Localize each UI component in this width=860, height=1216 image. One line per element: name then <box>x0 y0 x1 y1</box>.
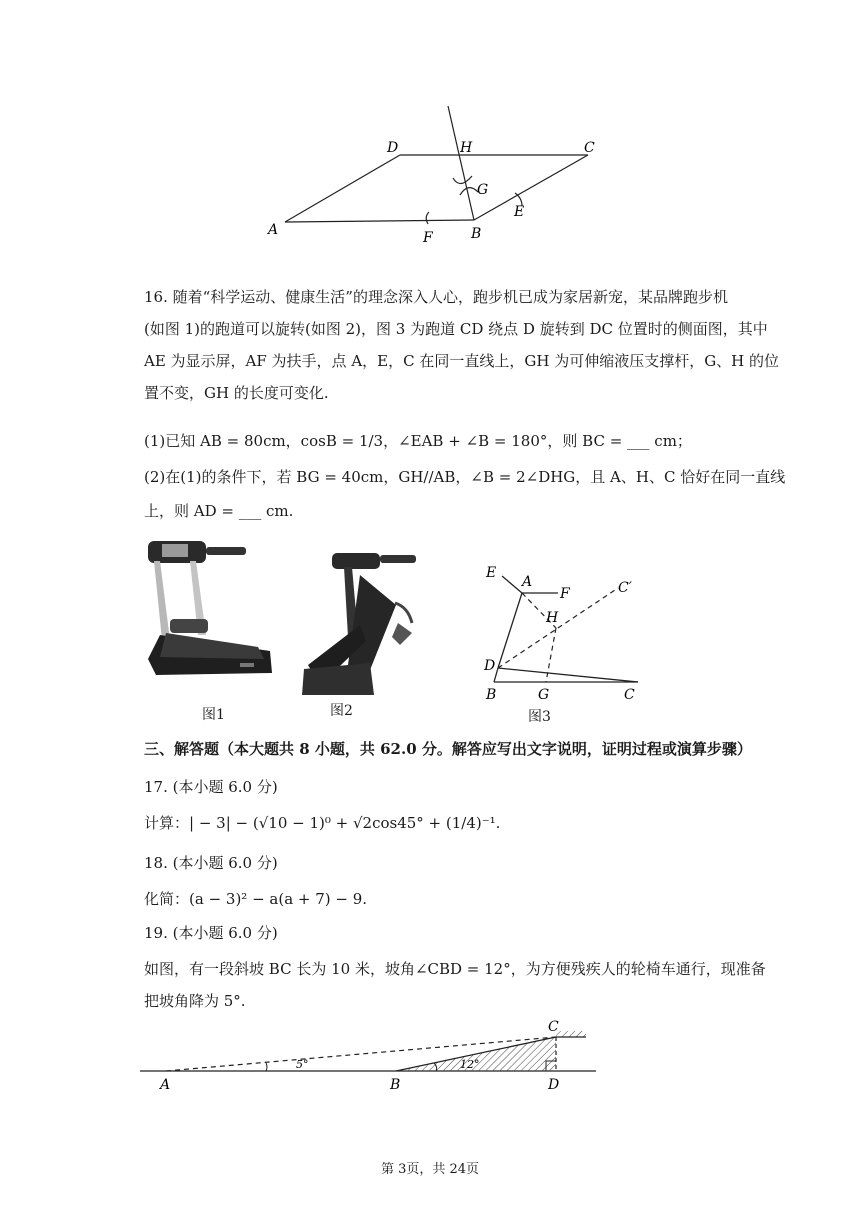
q18-header: 18. (本小题 6.0 分) <box>144 854 278 872</box>
fig3-label-B: B <box>486 687 497 703</box>
label-G: G <box>477 182 489 198</box>
caption-fig3: 图3 <box>528 709 551 725</box>
q16-line1: 16. 随着“科学运动、健康生活”的理念深入人心，跑步机已成为家居新宠，某品牌跑步机 <box>144 288 728 306</box>
q18-text: 化简：(a − 3)² − a(a + 7) − 9. <box>144 890 368 908</box>
slope-label-B: B <box>390 1077 401 1093</box>
page-footer: 第 3页，共 24页 <box>380 1162 480 1177</box>
fig3-label-F: F <box>560 586 570 602</box>
q16-part2a: (2)在(1)的条件下，若 BG = 40cm，GH//AB，∠B = 2∠DHG，且 A、H、C 恰好在同一直线 <box>144 468 786 486</box>
q19-text1: 如图，有一段斜坡 BC 长为 10 米，坡角∠CBD = 12°，为方便残疾人的轮椅车通行，现准备 <box>144 960 766 978</box>
section3-heading: 三、解答题（本大题共 8 小题，共 62.0 分。解答应写出文字说明，证明过程或演算步骤） <box>144 740 752 758</box>
arc-F <box>426 212 429 224</box>
q16-part1: (1)已知 AB = 80cm，cosB = 1/3，∠EAB + ∠B = 180°，则 BC = ___ cm； <box>144 432 692 450</box>
label-H: H <box>460 140 473 156</box>
q16-line4: 置不变，GH 的长度可变化. <box>144 384 329 402</box>
label-E: E <box>514 204 525 220</box>
q16-line2: (如图 1)的跑道可以旋转(如图 2)，图 3 为跑道 CD 绕点 D 旋转到 DC 位置时的侧面图，其中 <box>144 320 768 338</box>
label-D: D <box>387 140 399 156</box>
angle-12-label: 12° <box>460 1058 480 1071</box>
slope-label-D: D <box>548 1077 560 1093</box>
label-B: B <box>471 226 482 242</box>
segment-AB <box>285 220 474 222</box>
fig3-label-D: D <box>484 658 496 674</box>
fig3-label-C-prime: C′ <box>618 580 632 596</box>
arc-G2 <box>460 188 478 195</box>
fig3-label-H: H <box>546 610 559 626</box>
segment-BH-ray <box>448 106 474 220</box>
caption-fig1: 图1 <box>202 707 225 723</box>
slope-figure <box>138 1015 598 1095</box>
label-C: C <box>584 140 595 156</box>
slope-label-A: A <box>160 1077 171 1093</box>
segment-EA <box>502 576 522 593</box>
q16-line3: AE 为显示屏，AF 为扶手，点 A，E，C 在同一直线上，GH 为可伸缩液压支撑杆，G、H 的位 <box>144 352 780 370</box>
slope-label-C: C <box>548 1019 559 1035</box>
segment-DC <box>498 668 638 682</box>
segment-AD <box>285 155 400 222</box>
q19-header: 19. (本小题 6.0 分) <box>144 924 278 942</box>
fig3-label-E: E <box>486 565 497 581</box>
treadmill-photo-1 <box>140 535 280 685</box>
q16-part2b: 上，则 AD = ___ cm. <box>144 502 294 520</box>
angle-5-label: 5° <box>296 1058 309 1071</box>
arc-G <box>453 176 472 184</box>
segment-DC-prime <box>498 588 618 668</box>
fig3-label-C: C <box>624 687 635 703</box>
label-A: A <box>268 222 279 238</box>
q17-header: 17. (本小题 6.0 分) <box>144 778 278 796</box>
caption-fig2: 图2 <box>330 703 353 719</box>
q17-text: 计算：| − 3| − (√10 − 1)⁰ + √2cos45° + (1/4)⁻¹. <box>144 814 501 832</box>
fig3-label-A: A <box>522 574 533 590</box>
treadmill-photo-2 <box>300 545 430 695</box>
q19-text2: 把坡角降为 5°. <box>144 992 246 1010</box>
label-F: F <box>423 230 433 246</box>
treadmill-side-diagram <box>478 560 658 725</box>
segment-BC <box>474 155 588 220</box>
fig3-label-G: G <box>538 687 550 703</box>
parallelogram-figure <box>260 100 600 250</box>
segment-AD <box>498 593 522 668</box>
